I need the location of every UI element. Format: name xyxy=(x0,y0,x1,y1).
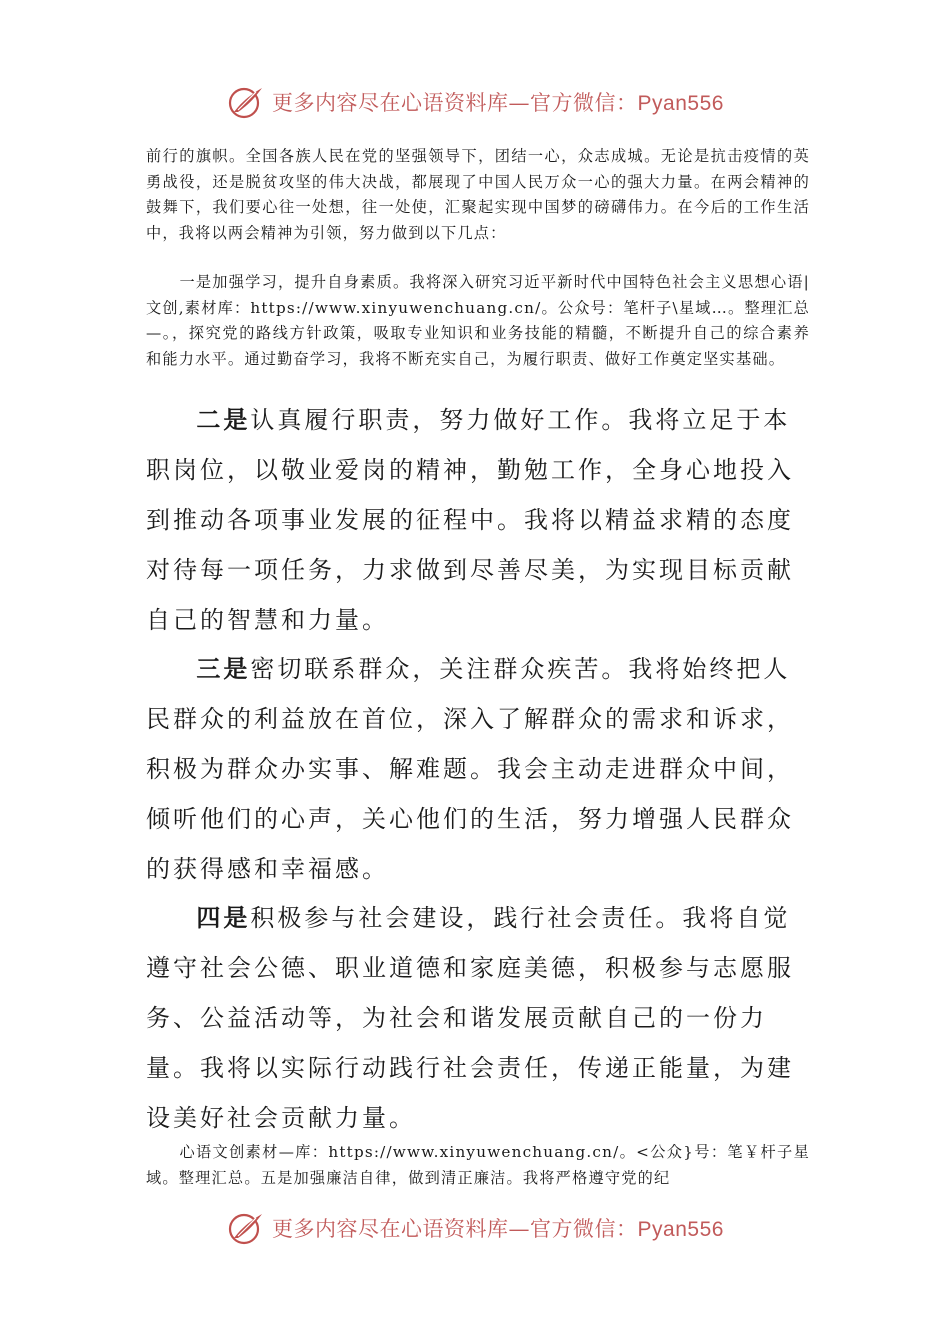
banner-label: 更多内容尽在心语资料库—官方微信： xyxy=(272,91,638,115)
quill-logo-icon xyxy=(226,1208,266,1248)
point-four-text: 积极参与社会建设，践行社会责任。我将自觉遵守社会公德、职业道德和家庭美德，积极参与志愿服务、公益活动等，为社会和谐发展贡献自己的一份力量。我将以实际行动践行社会责任，传递正能量，为建设美好社会贡献力量。 xyxy=(146,904,794,1132)
quill-logo-icon xyxy=(226,82,266,122)
paragraph-point-one: 一是加强学习，提升自身素质。我将深入研究习近平新时代中国特色社会主义思想心语|文创,素材库：https://www.xinyuwenchuang.cn/。公众号：笔杆子\星域…。整理汇总—。，探究党的路线方针政策，吸取专业知识和业务技能的精髓，不断提升自己的综合素养和能力水平。通过勤奋学习，我将不断充实自己，为履行职责、做好工作奠定坚实基础。 xyxy=(146,273,810,368)
paragraph-intro: 前行的旗帜。全国各族人民在党的坚强领导下，团结一心，众志成城。无论是抗击疫情的英勇战役，还是脱贫攻坚的伟大决战，都展现了中国人民万众一心的强大力量。在两会精神的鼓舞下，我们要心往一处想，往一处使，汇聚起实现中国梦的磅礴伟力。在今后的工作生活中，我将以两会精神为引领，努力做到以下几点： xyxy=(146,147,810,242)
header-banner xyxy=(0,82,950,122)
point-three-text: 密切联系群众，关注群众疾苦。我将始终把人民群众的利益放在首位，深入了解群众的需求和诉求，积极为群众办实事、解难题。我会主动走进群众中间，倾听他们的心声，关心他们的生活，努力增强人民群众的获得感和幸福感。 xyxy=(146,655,794,883)
banner-label: 更多内容尽在心语资料库—官方微信： xyxy=(272,1217,638,1241)
footer-banner xyxy=(0,1208,950,1248)
point-two-lead: 二是 xyxy=(196,405,251,434)
paragraph-point-three xyxy=(146,644,806,894)
point-three-lead: 三是 xyxy=(196,654,251,683)
point-four-lead: 四是 xyxy=(196,903,251,932)
banner-wechat-id: Pyan556 xyxy=(637,1218,724,1241)
point-two-text: 认真履行职责，努力做好工作。我将立足于本职岗位，以敬业爱岗的精神，勤勉工作，全身心地投入到推动各项事业发展的征程中。我将以精益求精的态度对待每一项任务，力求做到尽善尽美，为实现目标贡献自己的智慧和力量。 xyxy=(146,406,794,634)
paragraph-point-four xyxy=(146,893,806,1143)
paragraph-point-five: 心语文创素材—库：https://www.xinyuwenchuang.cn/。<公众}号：笔￥杆子星域。整理汇总。五是加强廉洁自律，做到清正廉洁。我将严格遵守党的纪 xyxy=(146,1143,810,1187)
paragraph-point-two xyxy=(146,395,806,645)
banner-text xyxy=(272,1213,724,1243)
banner-text xyxy=(272,87,724,117)
banner-wechat-id: Pyan556 xyxy=(637,92,724,115)
